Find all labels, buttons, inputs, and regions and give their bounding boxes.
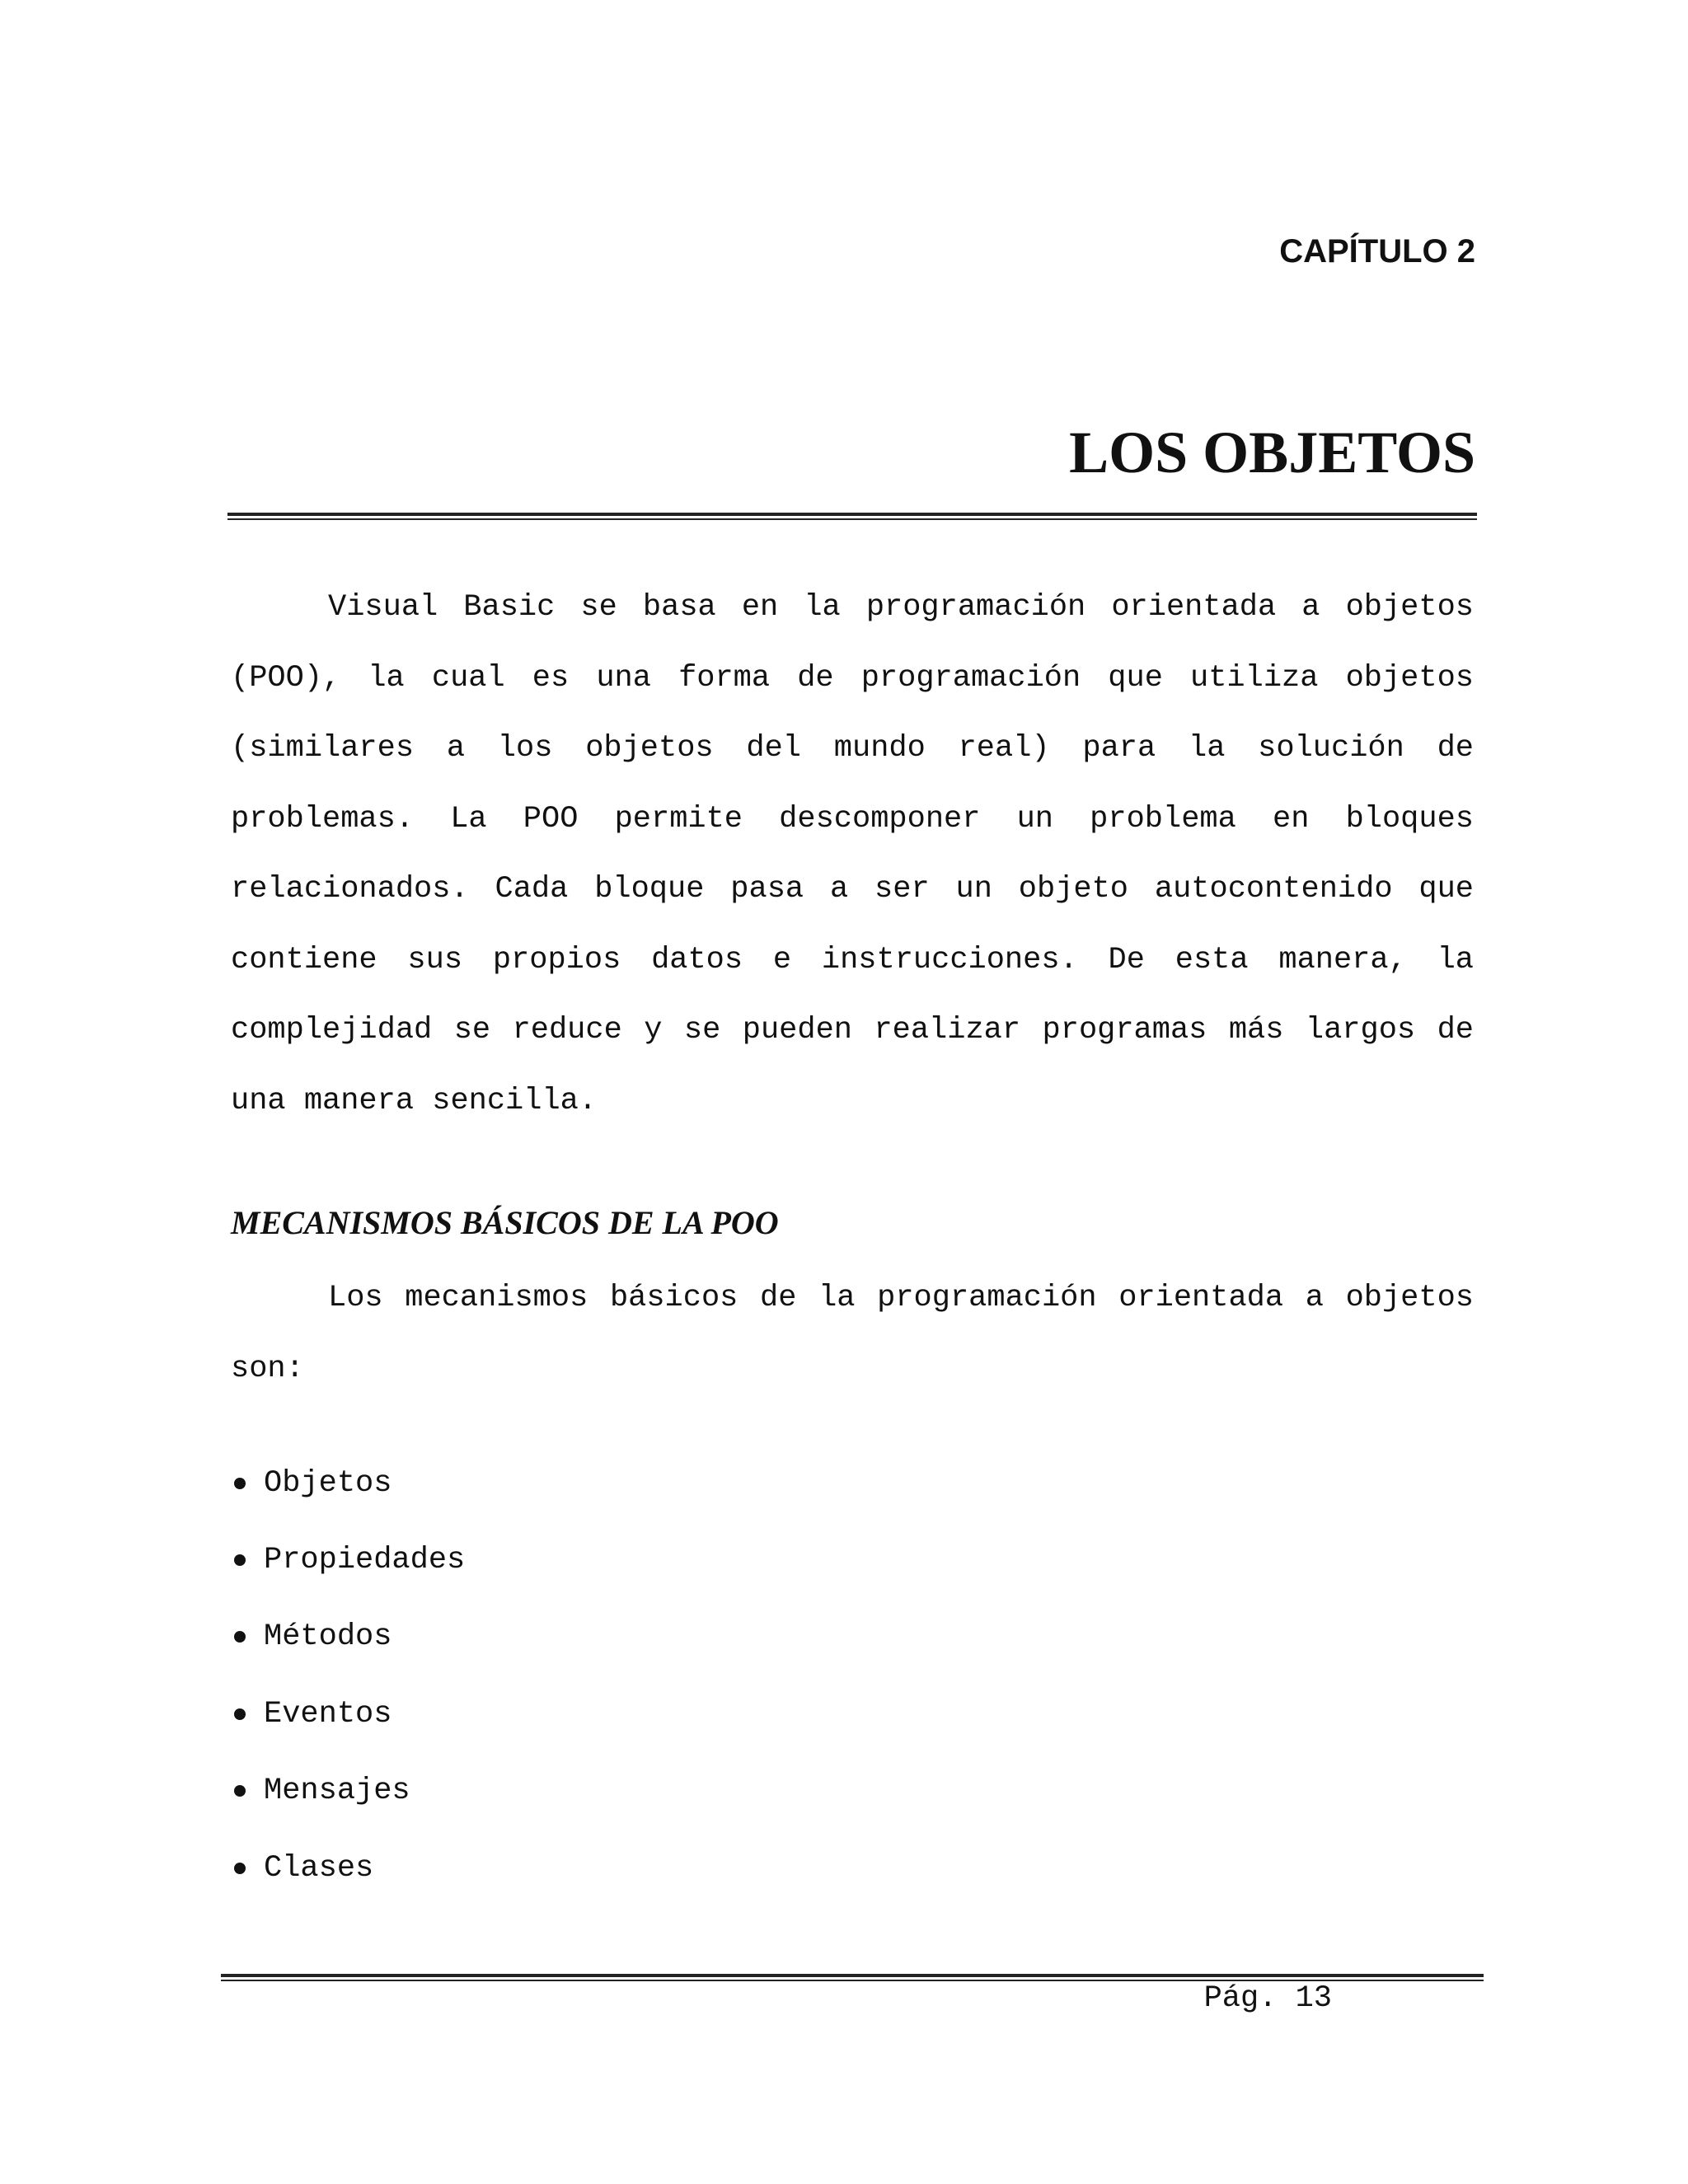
bullet-icon: [234, 1554, 246, 1566]
mechanisms-list: [231, 1445, 465, 1906]
list-item: [231, 1753, 465, 1830]
list-item-label: Eventos: [264, 1696, 392, 1732]
intro-paragraph: Visual Basic se basa en la programación orientada a objetos (POO), la cual es una forma de programación que utiliza objetos (similares a los objetos del mundo real) para la solución de problemas. La POO permite descomponer un problema en bloques relacionados. Cada bloque pasa a ser un objeto autocontenido que contiene sus propios datos e instrucciones. De esta manera, la complejidad se reduce y se pueden realizar programas más largos de una manera sencilla.: [231, 590, 1474, 1118]
bullet-icon: [234, 1631, 246, 1643]
section-heading: MECANISMOS BÁSICOS DE LA POO: [231, 1204, 779, 1241]
bullet-icon: [234, 1863, 246, 1874]
list-item-label: Objetos: [264, 1465, 392, 1501]
title-divider: [227, 513, 1477, 520]
chapter-label: CAPÍTULO 2: [1279, 233, 1475, 269]
section-paragraph: Los mecanismos básicos de la programación orientada a objetos son:: [231, 1281, 1474, 1386]
page-number: Pág. 13: [1203, 1981, 1332, 2016]
list-item-label: Propiedades: [264, 1543, 466, 1578]
list-item-label: Clases: [264, 1850, 374, 1886]
bullet-icon: [234, 1478, 246, 1489]
list-item: [231, 1599, 465, 1675]
bullet-icon: [234, 1708, 246, 1720]
list-item: [231, 1675, 465, 1752]
bullet-icon: [234, 1785, 246, 1797]
list-item-label: Métodos: [264, 1619, 392, 1655]
chapter-title: LOS OBJETOS: [1069, 419, 1475, 485]
list-item: [231, 1445, 465, 1521]
list-item-label: Mensajes: [264, 1774, 410, 1809]
list-item: [231, 1830, 465, 1906]
list-item: [231, 1521, 465, 1598]
footer-divider: [221, 1974, 1484, 1981]
